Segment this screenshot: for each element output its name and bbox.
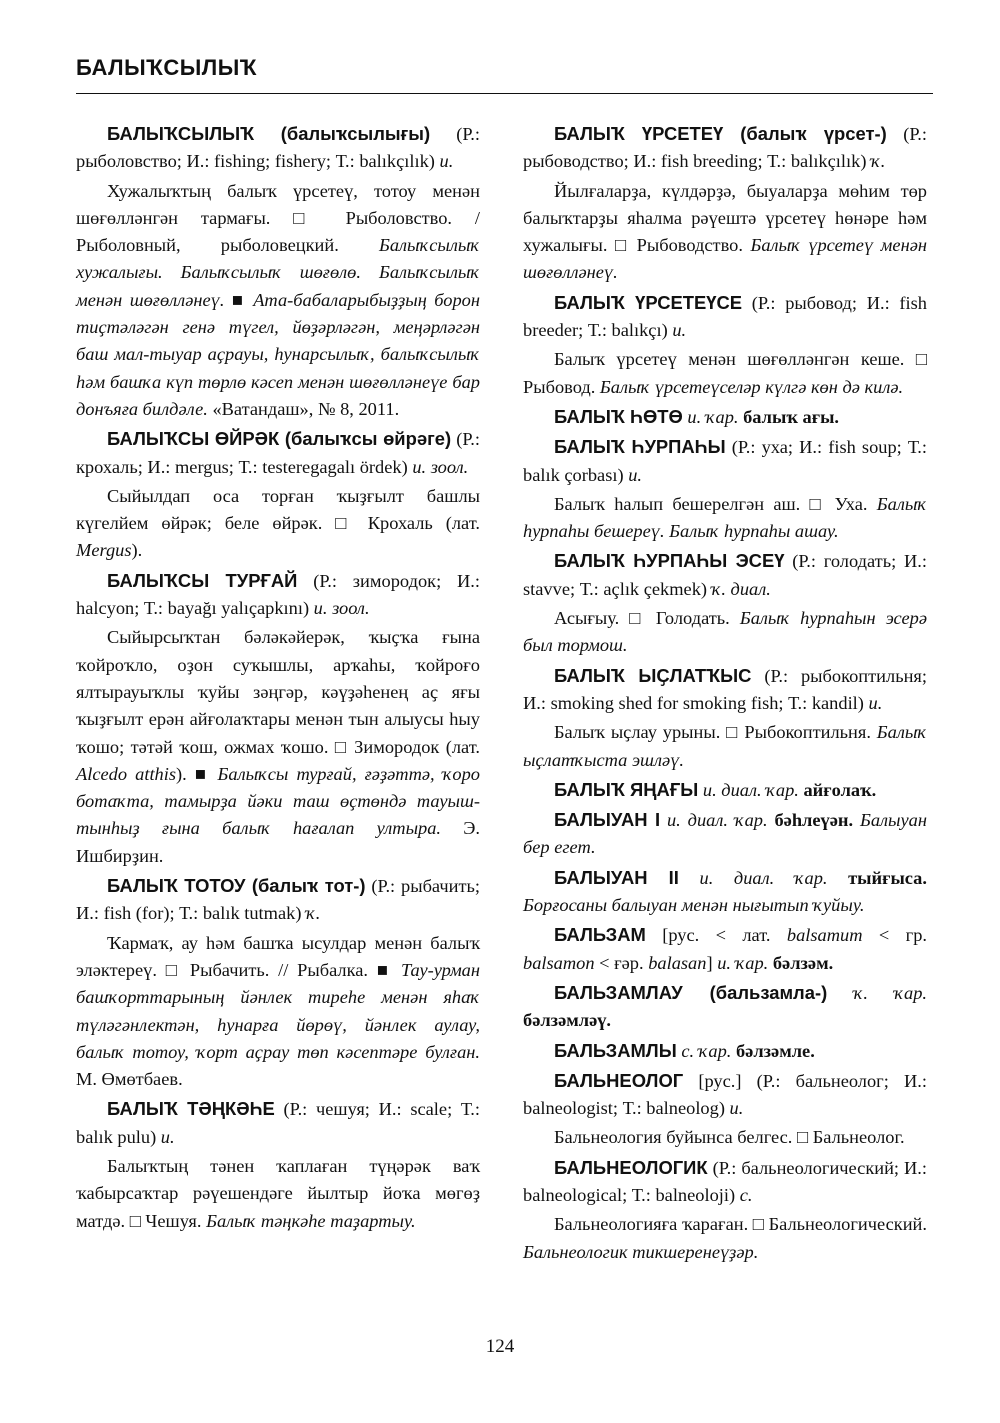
entry-text [523,491,927,546]
text-run: (Р.: рыбовод; И.: fish breeder; Т.: balıkçı) [523,292,927,341]
text-run: (Р.: уха; И.: fish soup; Т.: balık çorbası) [523,437,927,485]
italic-text: ҡ. ҡар. [853,982,927,1003]
text-run: Бальнеология буйынса белгес. □ Бальнеолог. [554,1127,905,1148]
text-run: [рус.] (Р.: бальнеолог; И.: balneologist; Т.: balneolog) [523,1070,927,1119]
bold-text: бәлзәмләү. [523,1010,612,1031]
headword: БАЛЫҠ ҮРСЕТЕҮ (балыҡ үрсет-) [554,123,887,144]
italic-text: Балыҡ ыҫлатҡыста эшләү. [523,722,927,770]
italic-text: Тау-урман башҡорттарының йәнлек тиреһе менән яһаҡ түләгәнлектән, һунарға йөрөү, йәнлек аулау, балыҡ тотоу, ҡорт аҫрау төп кәсептәре булған. [76,959,480,1062]
left-column [76,120,480,1237]
italic-text: и. диал. ҡар. [699,867,828,888]
headword: БАЛЫҠ ҺУРПАҺЫ ЭСЕҮ [554,550,785,572]
italic-text: и. [160,1126,175,1147]
dictionary-entry [523,1154,927,1210]
italic-text: ҡ. [871,151,886,172]
text-run: (Р.: голодать; И.: stavve; Т.: açlık çekmek) [523,551,927,599]
text-run: (Р.: бальнеологический; И.: balneological; Т.: balneoloji) [523,1157,927,1205]
italic-text: и. диал. ҡар. [666,810,768,831]
entry-text [76,624,480,870]
dictionary-entry [76,120,480,176]
italic-text: Борғосаны балыуан менән нығытып ҡуйыу. [523,895,865,916]
headword: БАЛЬЗАМЛЫ [554,1039,677,1061]
italic-text: Mergus [76,540,132,561]
italic-text: ҡ. диал. [711,578,771,599]
text-run: Сыйылдап оса торған ҡыҙғылт башлы күгелйем өйрәк; беле өйрәк. □ Крохаль (лат. [76,485,480,534]
text-run: (Р.: рыбоводство; И.: fish breeding; Т.: balıkçılık) [523,124,928,172]
italic-text: с. ҡар. [681,1040,732,1061]
running-head: БАЛЫҠСЫЛЫҠ [76,55,257,80]
bold-text: бәһлеүән. [767,810,860,831]
italic-text: и. [628,464,642,485]
text-run [660,810,667,830]
italic-text: Балыҡ үрсетеү менән шөғөлләнеү. [523,235,927,283]
dictionary-entry [523,979,927,1035]
entry-text [76,483,480,565]
text-run: (Р.: крохаль; И.: mergus; Т.: testeregagalı ördek) [76,429,481,477]
italic-text: Балыҡ үрсетеүселәр күлгә көн дә килә. [599,376,904,397]
header-rule [76,93,933,94]
italic-text: и. [868,692,883,713]
dictionary-entry [523,289,927,345]
bold-text: бәлзәмле. [731,1040,815,1061]
headword: БАЛЫҠСЫ ӨЙРӘК (балыҡсы өйрәге) [107,428,452,450]
headword: БАЛЬЗАМ [554,924,646,946]
text-run: < ғәр. [594,952,649,973]
entry-text [523,346,927,401]
italic-text: balsamon [523,952,595,973]
text-run: Балыҡ ыҫлау урыны. □ Рыбокоптильня. [554,722,877,743]
italic-text: и. ҡар. [687,406,739,427]
headword: БАЛЬЗАМЛАУ (бальзамла-) [554,981,828,1003]
italic-text: balasan [648,952,707,973]
dictionary-entry [76,1095,480,1151]
italic-text: Балыҡ тәңкәһе таҙартыу. [206,1210,416,1231]
entry-text [523,605,927,660]
text-run: ). [131,540,143,561]
italic-text: и. зоол. [313,598,370,619]
italic-text: и. [729,1098,744,1119]
text-run: (Р.: рыбокоптильня; И.: smoking shed for smoking fish; Т.: kandil) [523,665,927,713]
headword: БАЛЫҠ ТОТОУ (балыҡ тот-) [107,875,366,897]
headword: БАЛЫҠСЫ ТУРҒАЙ [107,569,298,591]
dictionary-entry [523,662,927,718]
headword: БАЛЫҠ ТӘҢКӘҺЕ [107,1098,275,1120]
italic-text: и. диал. ҡар. [702,779,799,800]
text-run: Хужалыҡтың балыҡ үрсетеү, тотоу менән шөғөлләнгән тармағы. □ Рыболовство. / Рыболовный, рыболовецкий. [76,180,480,256]
dictionary-entry [523,864,927,920]
text-run: Балыҡтың тәнен ҡаплаған түңәрәк ваҡ ҡабырсаҡтар рәүешендәге йылтыр йоҡа мөгөҙ матдә. □ Чешуя. [76,1155,480,1231]
bold-text: бәлзәм. [768,952,834,973]
italic-text: Балыҡ һурпаһы бешереү. Балыҡ һурпаһы ашау. [523,493,927,542]
text-run: ). ■ [176,763,218,784]
headword: БАЛЫҠ ҮРСЕТЕҮСЕ [554,291,743,313]
entry-text [523,719,927,774]
italic-text: Alcedo atthis [76,763,177,784]
italic-text: Балыҡ һурпаһын эсерә был тормош. [523,608,927,656]
text-run: (Р.: чешуя; И.: scale; Т.: balık pulu) [76,1099,481,1147]
text-run [679,868,700,888]
italic-text: Балыҡсылыҡ хужалығы. Балыҡсылыҡ шөғөлө. Балыҡсылыҡ менән шөғөлләнеү. [76,235,480,310]
text-run: Бальнеологияға ҡараған. □ Бальнеологический. [554,1214,927,1235]
italic-text: с. [739,1184,753,1205]
dictionary-entry [523,806,927,862]
entry-text [523,178,927,287]
dictionary-entry [523,433,927,489]
headword: БАЛЫҠ ЫҪЛАТҠЫС [554,664,752,686]
italic-text: Ата-бабаларыбыҙҙың борон тиҫтәләгән генә түгел, йөҙәрләгән, меңәрләгән баш мал-тыуар аҫрауы, һунарсылыҡ, балыҡсылыҡ һәм башҡа күп төрлө кәсеп менән шөғөлләнеүе бар донъяға билдәле. [76,289,480,419]
text-run: ■ [224,289,254,310]
entry-text [523,1211,927,1266]
page-number: 124 [485,1336,515,1357]
text-run: «Ватандаш», № 8, 2011. [207,398,400,419]
text-run: ] [706,952,718,973]
italic-text: и. зоол. [412,456,469,477]
text-run: [рус. < лат. [645,925,787,946]
bold-text: балыҡ ағы. [738,406,840,427]
headword: БАЛЬНЕОЛОГИК [554,1156,708,1178]
bold-text: тыйғыса. [827,867,927,888]
headword: БАЛЫУАН I [554,809,661,831]
dictionary-entry [76,872,480,928]
text-run: (Р.: рыболовство; И.: fishing; fishery; Т.: balıkçılık) [76,124,480,172]
headword: БАЛЫҠ ҺӨТӨ [554,405,683,427]
text-run: Йылғаларҙа, күлдәрҙә, быуаларҙа мөһим төр балыҡтарҙы яһалма рәүештә үрсетеү һөнәре һәм хужалығы. □ Рыбоводство. [523,180,927,256]
italic-text: и. ҡар. [717,952,769,973]
text-run: Асығыу. □ Голодать. [554,608,740,629]
headword: БАЛЫУАН II [554,866,679,888]
dictionary-entry [523,776,927,804]
entry-text [76,178,480,424]
dictionary-entry [523,1067,927,1123]
dictionary-entry [523,120,927,176]
entry-text [523,1124,927,1151]
bold-text: айғолаҡ. [798,779,877,800]
text-run: Ҡармаҡ, ау һәм башҡа ысулдар менән балыҡ эләктереү. □ Рыбачить. // Рыбалка. ■ [76,932,480,980]
italic-text: и. [439,151,454,172]
text-run: Балыҡ һалып бешерелгән аш. □ Уха. [554,493,877,514]
italic-text: ҡ. [306,903,321,924]
text-run: Балыҡ үрсетеү менән шөғөлләнгән кеше. □ Рыбовод. [523,349,927,397]
text-run: (Р.: зимородок; И.: halcyon; Т.: bayağı yalıçapkını) [76,570,480,619]
dictionary-entry [76,567,480,623]
headword: БАЛЬНЕОЛОГ [554,1069,684,1091]
entry-text [76,1153,480,1235]
text-run: (Р.: рыбачить; И.: fish (for); Т.: balık tutmak) [76,876,480,924]
headword: БАЛЫҠ ҺУРПАҺЫ [554,436,726,458]
text-run: М. Өмөтбаев. [76,1069,183,1090]
dictionary-entry [523,1037,927,1065]
italic-text: balsamum [786,925,863,946]
headword: БАЛЫҠ ЯҢАҒЫ [554,778,699,800]
italic-text: Балыҡсы турғай, ғәҙәттә, ҡоро ботаҡта, тамырҙа йәки таш өҫтөндә тауыш-тынһыҙ ғына балыҡ һағалап ултыра. [76,763,480,839]
italic-text: и. [672,320,687,341]
dictionary-entry [523,921,927,977]
italic-text: Балыуан бер егет. [523,810,927,858]
dictionary-entry [76,425,480,481]
dictionary-entry [523,403,927,431]
dictionary-entry [523,547,927,603]
text-run: Сыйырсыҡтан бәләкәйерәк, ҡыҫҡа ғына ҡойроҡло, оҙон суҡышлы, арҡаһы, ҡойроғо ялтырауыҡлы ҡуйы зәңгәр, кәүҙәһенең аҫ яғы ҡыҙғылт ерән айғолаҡтары менән тын алыусы һыу ҡошо; тәтәй ҡош, ожмах ҡошо. □ Зимородок (лат. [76,627,480,757]
text-run: < гр. [862,925,927,946]
headword: БАЛЫҠСЫЛЫҠ (балыҡсылығы) [107,123,431,144]
italic-text: Бальнеологик тикшеренеүҙәр. [523,1241,759,1262]
text-run: Э. Ишбирҙин. [76,818,480,866]
entry-text [76,930,480,1094]
text-run [827,983,853,1003]
right-column [523,120,927,1268]
